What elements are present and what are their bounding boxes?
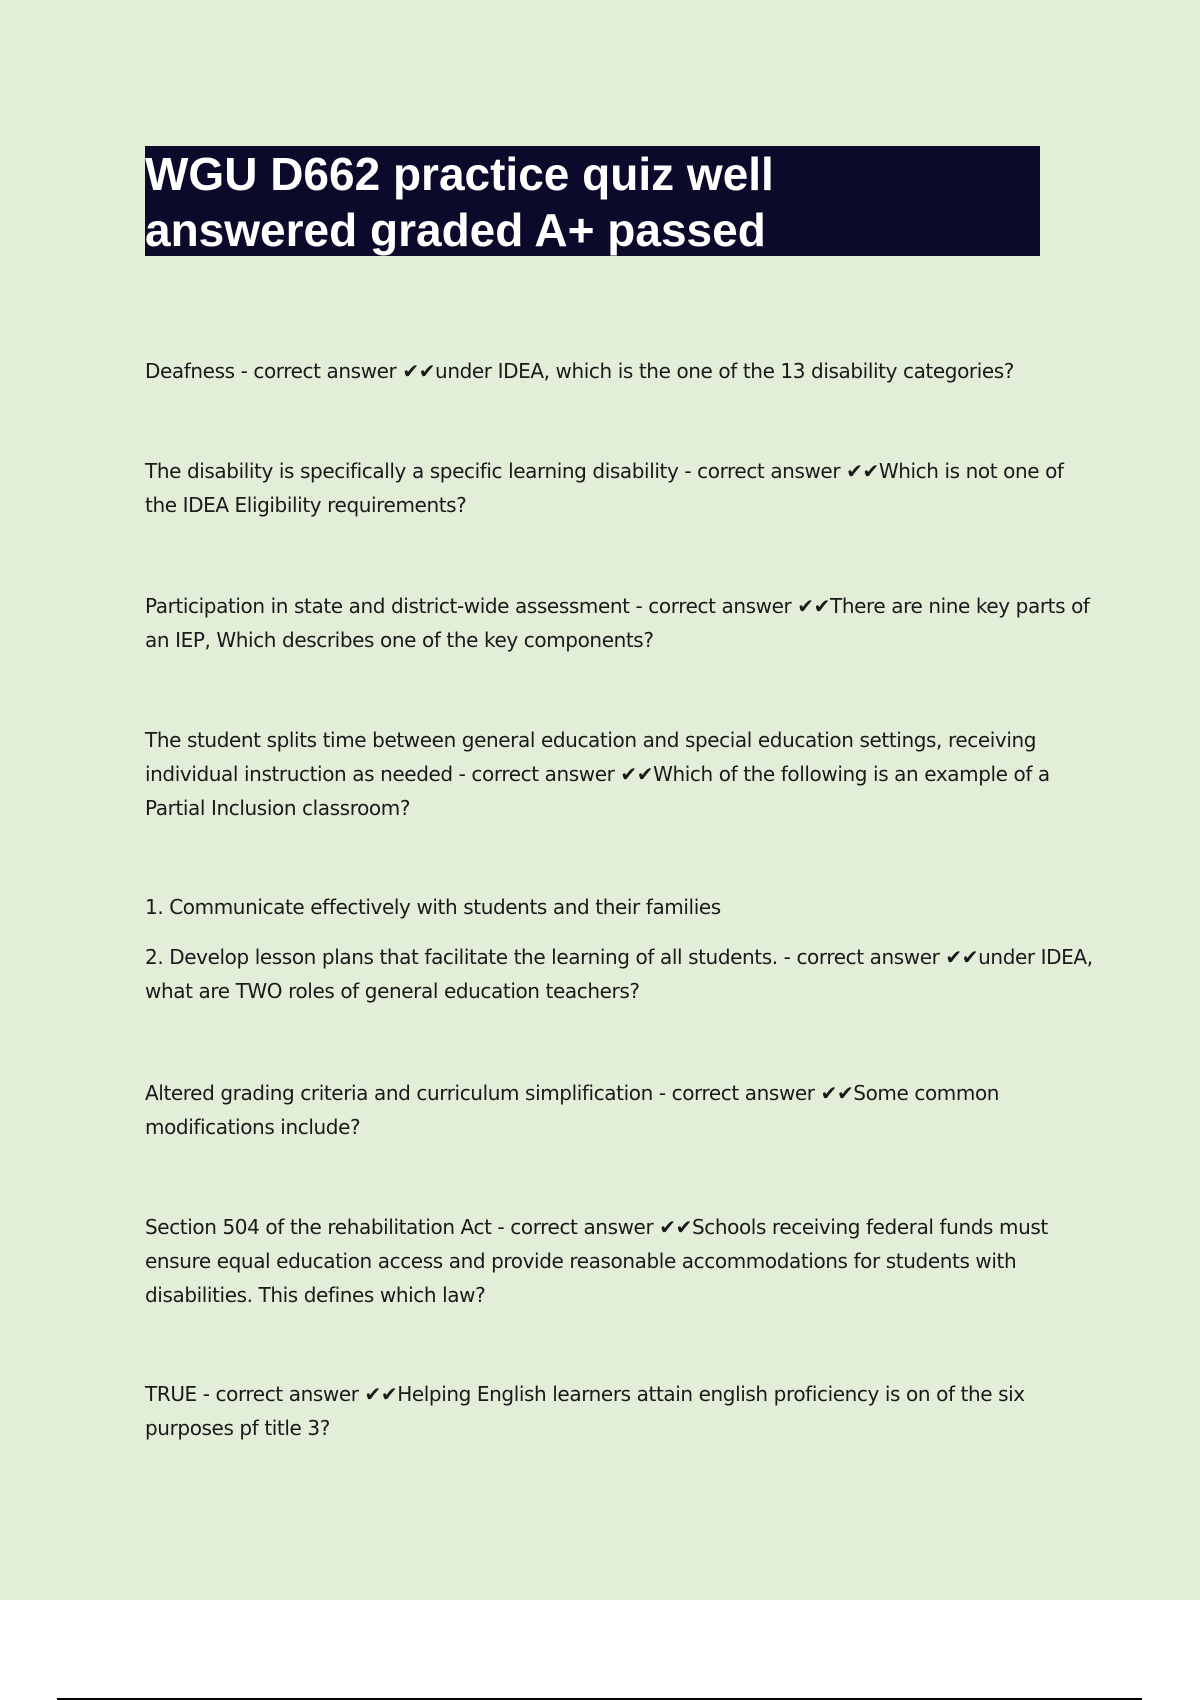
document-title <box>145 146 1040 256</box>
qa-text: The disability is specifically a specific learning disability - correct answer ✔✔Which is not one of the IDEA Eligibility requirements? <box>145 459 1064 517</box>
qa-item-3 <box>145 589 1095 657</box>
title-line-2: answered graded A+ passed <box>145 204 766 256</box>
qa-item-4 <box>145 723 1095 825</box>
qa-item-7 <box>145 1210 1095 1312</box>
qa-item-5 <box>145 890 1095 1008</box>
qa-line-2: 2. Develop lesson plans that facilitate the learning of all students. - correct answer ✔✔under IDEA, what are TWO roles of general education teachers? <box>145 945 1093 1003</box>
qa-item-6 <box>145 1076 1095 1144</box>
title-line-1: WGU D662 practice quiz well <box>145 148 774 200</box>
qa-text: Deafness - correct answer ✔✔under IDEA, which is the one of the 13 disability categories? <box>145 359 1015 383</box>
qa-text: TRUE - correct answer ✔✔Helping English learners attain english proficiency is on of the six purposes pf title 3? <box>145 1382 1025 1440</box>
qa-text: Altered grading criteria and curriculum simplification - correct answer ✔✔Some common modifications include? <box>145 1081 1000 1139</box>
qa-item-8 <box>145 1377 1095 1445</box>
qa-line-1: 1. Communicate effectively with students and their families <box>145 895 721 919</box>
qa-text: The student splits time between general education and special education settings, receiving individual instruction as needed - correct answer ✔✔Which of the following is an example of a Partial Inclusion classroom? <box>145 728 1050 820</box>
qa-text: Section 504 of the rehabilitation Act - correct answer ✔✔Schools receiving federal funds must ensure equal education access and provide reasonable accommodations for students with disabilities. This defines which law? <box>145 1215 1048 1307</box>
qa-item-1 <box>145 354 1095 388</box>
qa-item-2 <box>145 454 1095 522</box>
qa-text: Participation in state and district-wide assessment - correct answer ✔✔There are nine key parts of an IEP, Which describes one of the key components? <box>145 594 1090 652</box>
